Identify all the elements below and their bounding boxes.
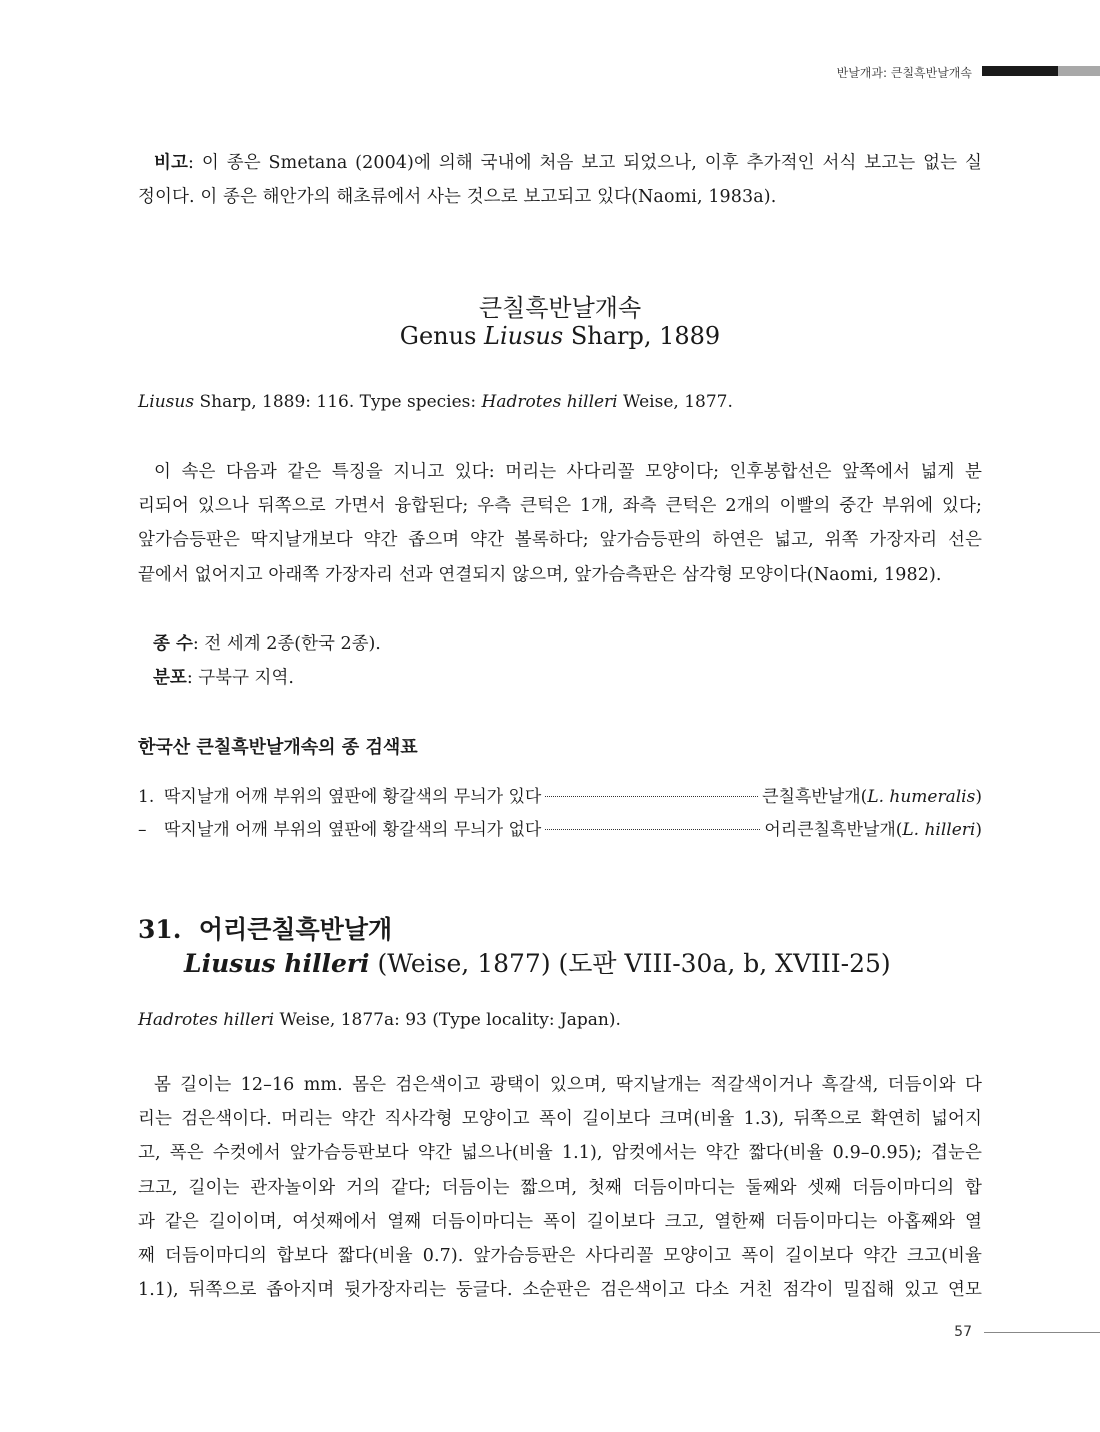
key-row-text: 딱지날개 어깨 부위의 옆판에 황갈색의 무늬가 없다 [164,820,542,840]
header-bar-dark [982,66,1058,76]
key-row-text: 딱지날개 어깨 부위의 옆판에 황갈색의 무늬가 있다 [164,787,542,807]
species-description-line: 크고, 길이는 관자놀이와 거의 같다; 더듬이는 짧으며, 첫째 더듬이마디는 둘째와 셋째 더듬이마디의 합 [138,1177,982,1198]
species-description-line: 1.1), 뒤쪽으로 좁아지며 뒷가장자리는 둥글다. 소순판은 검은색이고 다소 거친 점각이 밀집해 있고 연모 [138,1280,982,1301]
species-number: 31. [138,915,182,944]
species-description-line: 고, 폭은 수컷에서 앞가슴등판보다 약간 넓으나(비율 1.1), 암컷에서는 약간 짧다(비율 0.9–0.95); 겹눈은 [138,1143,982,1164]
remarks-paragraph [138,146,982,214]
genus-korean-name: 큰칠흑반날개속 [478,294,642,322]
species-count: 종 수: 전 세계 2종(한국 2종). [153,634,381,654]
genus-name: Liusus [484,322,564,350]
description-line: 앞가슴등판은 딱지날개보다 약간 좁으며 약간 볼록하다; 앞가슴등판의 하연은 넓고, 위쪽 가장자리 선은 [138,530,982,551]
description-line: 이 속은 다음과 같은 특징을 지니고 있다: 머리는 사다리꼴 모양이다; 인후봉합선은 앞쪽에서 넓게 분 [154,462,982,482]
species-scientific-name: Liusus hilleri [184,949,370,978]
genus-reference: Liusus Sharp, 1889: 116. Type species: Hadrotes hilleri Weise, 1877. [138,392,733,412]
key-row-result: 큰칠흑반날개(L. humeralis) [762,787,982,807]
remarks-label: 비고 [154,153,189,173]
key-title: 한국산 큰칠흑반날개속의 종 검색표 [138,737,418,758]
type-species: Hadrotes hilleri [481,392,618,412]
species-description-line: 몸 길이는 12–16 mm. 몸은 검은색이고 광택이 있으며, 딱지날개는 적갈색이거나 흑갈색, 더듬이와 다 [154,1075,982,1095]
species-plates: (도판 VIII-30a, b, XVIII-25) [550,949,891,978]
key-row-result: 어리큰칠흑반날개(L. hilleri) [764,820,982,840]
genus-description [138,455,982,592]
header-bar-light [1058,66,1100,76]
key-row-number: – [138,820,147,840]
distribution: 분포: 구북구 지역. [153,668,294,688]
species-heading [138,910,392,946]
genus-scientific-heading: Genus Liusus Sharp, 1889 [399,322,721,350]
remarks-line-1: 비고: 이 종은 Smetana (2004)에 의해 국내에 처음 보고 되었으나, 이후 추가적인 서식 보고는 없는 실 [154,153,982,173]
species-description-line: 과 같은 길이이며, 여섯째에서 열째 더듬이마디는 폭이 길이보다 크고, 열한째 더듬이마디는 아홉째와 열 [138,1211,982,1232]
species-reference: Hadrotes hilleri Weise, 1877a: 93 (Type locality: Japan). [138,1010,621,1030]
key-row-leader [545,796,758,797]
footer-rule [984,1332,1100,1333]
species-description [138,1068,982,1307]
key-row-leader [545,829,760,830]
key-row [138,815,982,840]
species-description-line: 리는 검은색이다. 머리는 약간 직사각형 모양이고 폭이 길이보다 크며(비율 1.3), 뒤쪽으로 확연히 넓어지 [138,1109,982,1130]
page-number: 57 [954,1324,972,1340]
key-row [138,782,982,807]
species-korean-name: 어리큰칠흑반날개 [198,915,393,944]
running-header-title: 반날개과: 큰칠흑반날개속 [836,66,972,80]
species-description-line: 째 더듬이마디의 합보다 짧다(비율 0.7). 앞가슴등판은 사다리꼴 모양이고 폭이 길이보다 약간 크고(비율 [138,1245,982,1266]
description-line: 리되어 있으나 뒤쪽으로 가면서 융합된다; 우측 큰턱은 1개, 좌측 큰턱은 2개의 이빨의 중간 부위에 있다; [138,496,982,517]
key-row-number: 1. [138,787,155,807]
species-scientific-heading: Liusus hilleri (Weise, 1877) (도판 VIII-30a, b, XVIII-25) [184,949,891,978]
remarks-line-2: 정이다. 이 종은 해안가의 해초류에서 사는 것으로 보고되고 있다(Naomi, 1983a). [138,187,777,208]
description-line: 끝에서 없어지고 아래쪽 가장자리 선과 연결되지 않으며, 앞가슴측판은 삼각형 모양이다(Naomi, 1982). [138,564,942,585]
